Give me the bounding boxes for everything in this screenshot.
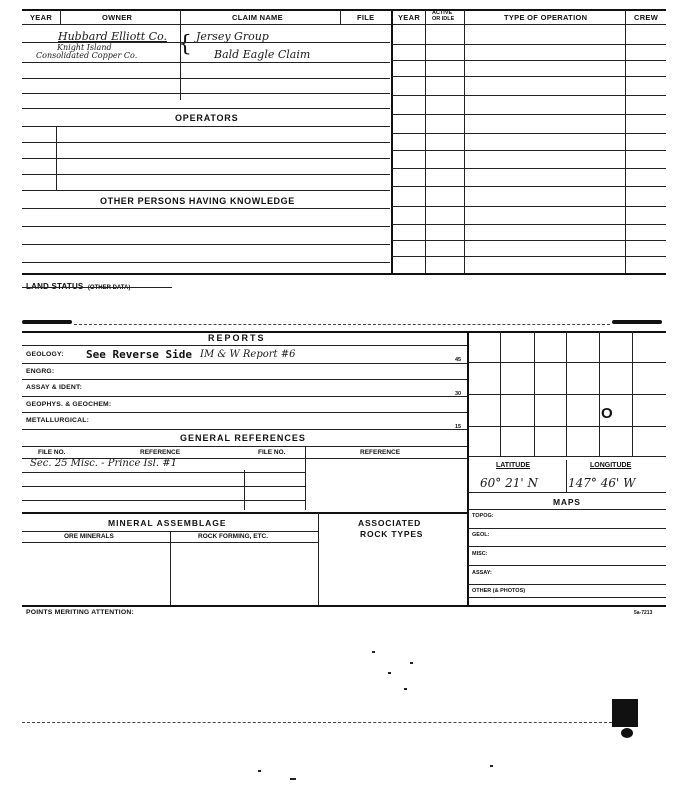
rule bbox=[392, 224, 666, 225]
bar-mark-right bbox=[612, 320, 662, 324]
rule bbox=[392, 273, 666, 275]
rule bbox=[22, 42, 390, 43]
rule bbox=[392, 95, 666, 96]
assay-map-label: ASSAY: bbox=[472, 570, 492, 576]
rule bbox=[22, 412, 468, 413]
rule bbox=[22, 244, 390, 245]
rule bbox=[22, 379, 468, 380]
tick-45: 45 bbox=[455, 357, 462, 363]
rule bbox=[22, 472, 305, 473]
divider bbox=[170, 531, 171, 606]
rule bbox=[22, 142, 390, 143]
rule bbox=[22, 126, 390, 127]
rule bbox=[22, 363, 468, 364]
rule bbox=[468, 546, 666, 547]
dashed-rule bbox=[74, 324, 610, 325]
longitude-value: 147° 46' W bbox=[568, 476, 636, 490]
rule bbox=[22, 287, 172, 288]
rule bbox=[22, 512, 468, 514]
land-status-heading bbox=[26, 276, 130, 294]
rule bbox=[468, 492, 666, 493]
topog-label: TOPOG: bbox=[472, 513, 494, 519]
reports-top bbox=[22, 331, 666, 333]
rule bbox=[22, 190, 390, 191]
rule bbox=[392, 60, 666, 61]
rule bbox=[22, 78, 390, 79]
divider bbox=[625, 10, 626, 275]
tick-30: 30 bbox=[455, 391, 462, 397]
rule bbox=[22, 62, 390, 63]
claim-entry-2: Bald Eagle Claim bbox=[214, 48, 311, 61]
divider bbox=[305, 446, 306, 510]
rule bbox=[22, 429, 468, 430]
rule bbox=[22, 396, 468, 397]
divider bbox=[340, 10, 341, 24]
rule bbox=[468, 528, 666, 529]
rule bbox=[468, 565, 666, 566]
divider bbox=[56, 126, 57, 190]
rule bbox=[468, 584, 666, 585]
rule bbox=[392, 168, 666, 169]
corner-block bbox=[612, 699, 638, 727]
file-no-header: FILE NO. bbox=[38, 449, 66, 456]
col-owner: OWNER bbox=[102, 13, 133, 22]
grid-line bbox=[468, 394, 666, 395]
owner-entry-1: Hubbard Elliott Co. bbox=[58, 30, 168, 43]
engrg-label: ENGRG: bbox=[26, 368, 55, 375]
rule bbox=[392, 206, 666, 207]
corner-dot bbox=[621, 728, 633, 738]
geology-label: GEOLOGY: bbox=[26, 351, 64, 358]
rule bbox=[22, 486, 305, 487]
rule bbox=[392, 150, 666, 151]
reference-entry: Sec. 25 Misc. - Prince Isl. #1 bbox=[30, 458, 177, 469]
rule bbox=[468, 509, 666, 510]
ore-minerals-header: ORE MINERALS bbox=[64, 533, 114, 540]
rule bbox=[22, 262, 390, 263]
owner-entry-3: Consolidated Copper Co. bbox=[36, 51, 138, 60]
rock-types-heading: ROCK TYPES bbox=[360, 529, 424, 539]
latitude-value: 60° 21' N bbox=[480, 476, 538, 490]
grid-line bbox=[468, 426, 666, 427]
col-claim-name: CLAIM NAME bbox=[232, 13, 283, 22]
associated-heading: ASSOCIATED bbox=[358, 518, 422, 528]
grid-line bbox=[468, 362, 666, 363]
speck bbox=[258, 770, 261, 772]
geol-label: GEOL: bbox=[472, 532, 490, 538]
divider bbox=[318, 512, 319, 606]
reference-header-2: REFERENCE bbox=[360, 449, 401, 456]
claim-entry-1: Jersey Group bbox=[196, 30, 269, 43]
rule bbox=[392, 133, 666, 134]
col-type-operation: TYPE OF OPERATION bbox=[504, 13, 588, 22]
rule bbox=[392, 256, 666, 257]
col-year-2: YEAR bbox=[398, 13, 421, 22]
speck bbox=[372, 651, 375, 653]
rule bbox=[22, 226, 390, 227]
divider bbox=[566, 460, 567, 492]
form-number: 5a-7213 bbox=[634, 610, 653, 616]
bracket-mark: { bbox=[178, 32, 192, 57]
grid-line bbox=[468, 456, 666, 457]
col-file: FILE bbox=[357, 13, 375, 22]
rule bbox=[22, 500, 305, 501]
rule bbox=[392, 114, 666, 115]
rule bbox=[22, 273, 392, 275]
geology-value: See Reverse Side bbox=[86, 348, 192, 361]
divider bbox=[60, 10, 61, 24]
rule bbox=[22, 108, 390, 109]
rule bbox=[392, 186, 666, 187]
grid-bottom bbox=[22, 605, 666, 607]
rule bbox=[22, 174, 390, 175]
speck bbox=[490, 765, 493, 767]
speck bbox=[410, 662, 413, 664]
geophys-label: GEOPHYS. & GEOCHEM: bbox=[26, 401, 112, 408]
rule bbox=[22, 446, 468, 447]
header-underline bbox=[22, 24, 666, 25]
divider-main bbox=[391, 10, 393, 275]
rule bbox=[392, 76, 666, 77]
rock-forming-header: ROCK FORMING, ETC. bbox=[198, 533, 269, 540]
other-photos-label: OTHER (& PHOTOS) bbox=[472, 588, 526, 594]
top-border bbox=[22, 9, 666, 11]
dashed-rule bbox=[22, 722, 612, 723]
misc-label: MISC: bbox=[472, 551, 488, 557]
rule bbox=[22, 93, 390, 94]
col-year: YEAR bbox=[30, 13, 53, 22]
other-persons-heading: OTHER PERSONS HAVING KNOWLEDGE bbox=[100, 196, 295, 206]
points-meriting-attention: POINTS MERITING ATTENTION: bbox=[26, 609, 134, 616]
rule bbox=[468, 597, 666, 598]
rule bbox=[22, 208, 390, 209]
rule bbox=[392, 240, 666, 241]
longitude-label: LONGITUDE bbox=[590, 462, 632, 469]
maps-heading: MAPS bbox=[553, 497, 581, 507]
tick-15: 15 bbox=[455, 424, 462, 430]
col-crew: CREW bbox=[634, 13, 659, 22]
land-status-sub: (OTHER DATA) bbox=[87, 285, 131, 291]
land-status-label: LAND STATUS bbox=[26, 282, 84, 291]
rule bbox=[22, 345, 468, 346]
location-circle-mark: O bbox=[601, 405, 613, 422]
file-no-header-2: FILE NO. bbox=[258, 449, 286, 456]
bar-mark-left bbox=[22, 320, 72, 324]
speck bbox=[404, 688, 407, 690]
owner-entry-2: Knight Island bbox=[57, 43, 112, 52]
reference-header: REFERENCE bbox=[140, 449, 181, 456]
rule bbox=[392, 44, 666, 45]
reports-heading: REPORTS bbox=[208, 333, 266, 343]
divider bbox=[244, 470, 245, 510]
metallurgical-label: METALLURGICAL: bbox=[26, 417, 90, 424]
latitude-label: LATITUDE bbox=[496, 462, 531, 469]
operators-heading: OPERATORS bbox=[175, 113, 239, 123]
mineral-assemblage-heading: MINERAL ASSEMBLAGE bbox=[108, 518, 227, 528]
assay-label: ASSAY & IDENT: bbox=[26, 384, 83, 391]
speck bbox=[388, 672, 391, 674]
geology-note: IM & W Report #6 bbox=[200, 349, 296, 360]
divider bbox=[464, 10, 465, 275]
col-active-idle: ACTIVE OR IDLE bbox=[432, 10, 455, 22]
rule bbox=[22, 158, 390, 159]
speck bbox=[290, 778, 296, 780]
general-references-heading: GENERAL REFERENCES bbox=[180, 433, 306, 443]
divider bbox=[425, 10, 426, 275]
